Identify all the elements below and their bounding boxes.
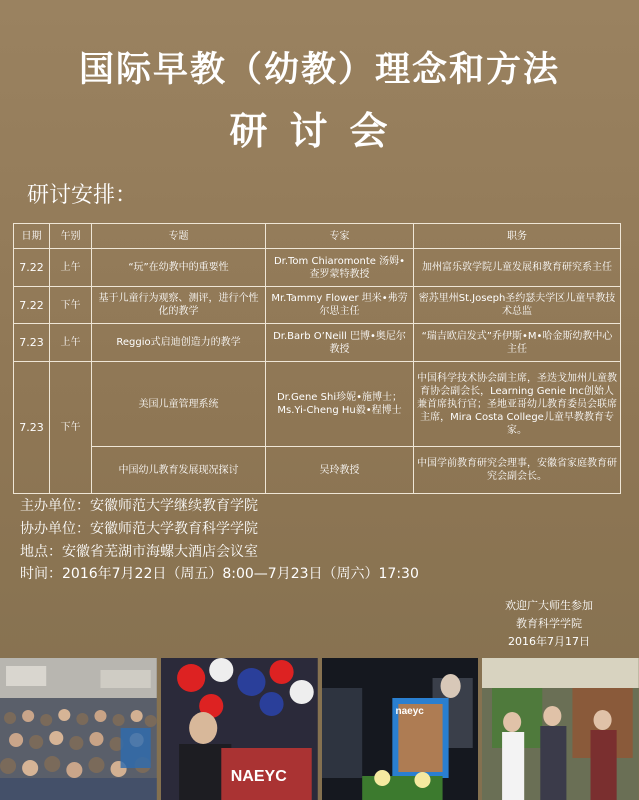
header-topic: 专题 [92, 224, 266, 249]
cell-role: 中国科学技术协会副主席，圣迭戈加州儿童教育协会副会长，Learning Genie Inc创始人兼首席执行官；圣地亚哥幼儿教育委员会联席主席，Mira Costa College儿童早教教育专家。 [414, 362, 621, 447]
table-header-row [14, 224, 621, 249]
header-date: 日期 [14, 224, 50, 249]
cell-date: 7.23 [14, 362, 50, 494]
naeyc-podium-text: naeyc [395, 706, 424, 717]
cell-topic: 基于儿童行为观察、测评，进行个性化的教学 [92, 287, 266, 324]
cell-date: 7.23 [14, 324, 50, 362]
cell-expert: Mr.Tammy Flower 坦米•弗劳尔思主任 [266, 287, 414, 324]
cell-topic: “玩”在幼教中的重要性 [92, 249, 266, 287]
table-row [14, 324, 621, 362]
podium-photo [322, 658, 479, 800]
cell-period: 上午 [50, 324, 92, 362]
signature-date: 2016年7月17日 [508, 635, 590, 648]
crowd-photo [0, 658, 157, 800]
cell-role: 密苏里州St.Joseph圣约瑟夫学区儿童早教技术总监 [414, 287, 621, 324]
cell-expert: 吴玲教授 [266, 447, 414, 494]
table-row [14, 249, 621, 287]
cell-date: 7.22 [14, 287, 50, 324]
schedule-table [13, 223, 621, 494]
naeyc-banner-text: NAEYC [230, 768, 287, 785]
header-period: 午别 [50, 224, 92, 249]
cell-topic: 中国幼儿教育发展现况探讨 [92, 447, 266, 494]
event-time: 时间：2016年7月22日（周五）8:00—7月23日（周六）17:30 [20, 566, 419, 582]
cell-expert: Dr.Barb O’Neill 巴博•奥尼尔教授 [266, 324, 414, 362]
header-role: 职务 [414, 224, 621, 249]
cohost-unit: 协办单位：安徽师范大学教育科学学院 [20, 521, 258, 537]
cell-topic: Reggio式启迪创造力的教学 [92, 324, 266, 362]
cell-expert: Dr.Tom Chiaromonte 汤姆•查罗蒙特教授 [266, 249, 414, 287]
table-row [14, 447, 621, 494]
cell-period: 下午 [50, 287, 92, 324]
host-unit: 主办单位：安徽师范大学继续教育学院 [20, 498, 258, 514]
title-line2: 研讨会 [229, 108, 410, 153]
photo-strip [0, 658, 639, 800]
signature-line1: 欢迎广大师生参加 [505, 599, 593, 612]
venue: 地点：安徽省芜湖市海螺大酒店会议室 [20, 544, 258, 560]
table-row [14, 287, 621, 324]
header-expert: 专家 [266, 224, 414, 249]
cell-role: “瑞吉欧启发式”乔伊斯•M•哈金斯幼教中心主任 [414, 324, 621, 362]
cell-period: 上午 [50, 249, 92, 287]
table-row [14, 362, 621, 447]
cell-date: 7.22 [14, 249, 50, 287]
cell-role: 中国学前教育研究会理事，安徽省家庭教育研究会副会长。 [414, 447, 621, 494]
section-label: 研讨安排： [27, 183, 138, 208]
speaker-photo [161, 658, 318, 800]
signature-line2: 教育科学学院 [516, 617, 582, 630]
expo-photo [482, 658, 639, 800]
cell-expert: Dr.Gene Shi珍妮•施博士；Ms.Yi-Cheng Hu毅•程博士 [266, 362, 414, 447]
title-line1: 国际早教（幼教）理念和方法 [78, 49, 560, 90]
cell-topic: 美国儿童管理系统 [92, 362, 266, 447]
cell-period: 下午 [50, 362, 92, 494]
cell-role: 加州富乐敦学院儿童发展和教育研究系主任 [414, 249, 621, 287]
